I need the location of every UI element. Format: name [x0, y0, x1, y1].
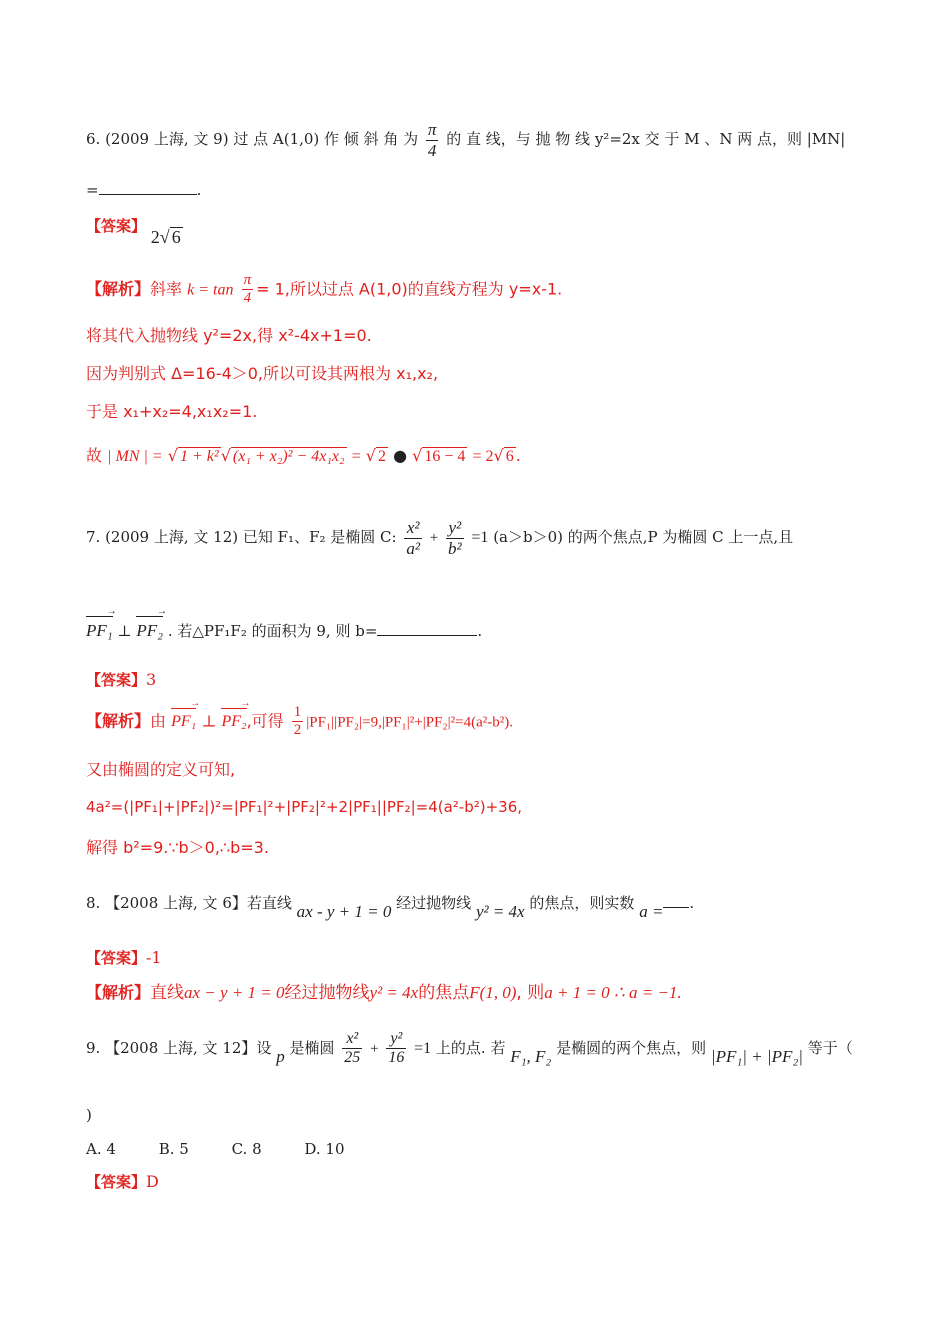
answer-label: 【答案】: [86, 1173, 147, 1191]
q9-options: [86, 1140, 890, 1160]
q6-prefix: 6. (2009 上海, 文 9) 过 点 A(1,0) 作 倾 斜 角 为: [86, 130, 419, 149]
q8-analysis-1: 【解析】直线ax − y + 1 = 0经过抛物线y² = 4x的焦点F(1, 0), 则a + 1 = 0 ∴ a = −1.: [86, 983, 682, 1003]
analysis-label: 【解析】: [86, 983, 151, 1002]
q8-blank: [663, 903, 689, 908]
q6-analysis-3: 因为判别式 Δ=16-4＞0,所以可设其两根为 x₁,x₂,: [86, 364, 439, 383]
option-d: D. 10: [304, 1140, 345, 1158]
q6-answer-value: 2√ 6: [150, 227, 181, 247]
q6-stem: [86, 120, 890, 160]
q7-stem-2: PF₁ → ⊥ PF₂ → . 若△PF₁F₂ 的面积为 9, 则 b= .: [86, 614, 890, 643]
answer-label: 【答案】: [86, 671, 147, 689]
q7-analysis-4: 解得 b²=9.∵b＞0,∴b=3.: [86, 838, 269, 857]
q6-analysis-5: 故 | MN | = √ 1 + k² √ (x₁ + x₂)² − 4x₁x₂ = √ 2 ● √ 16 − 4 = 2√ 6 .: [86, 446, 521, 465]
q8-prefix: 8. 【2008 上海, 文 6】若直线: [86, 894, 292, 912]
q7-blank: [377, 621, 477, 636]
analysis-label: 【解析】: [86, 279, 151, 299]
q9-close-paren: ): [86, 1106, 92, 1124]
q8-answer: [86, 948, 890, 969]
q7-suffix: (a＞b＞0) 的两个焦点,P 为椭圆 C 上一点,且: [493, 528, 794, 547]
option-c: C. 8: [231, 1140, 262, 1158]
q9-answer-value: D: [146, 1172, 159, 1191]
q7-answer-value: 3: [146, 670, 157, 689]
q6-suffix: 的 直 线，与 抛 物 线 y²=2x 交 于 M 、N 两 点，则 |MN|: [446, 130, 846, 149]
q9-answer: [86, 1172, 890, 1193]
q7-prefix: 7. (2009 上海, 文 12) 已知 F₁、F₂ 是椭圆 C:: [86, 528, 397, 547]
q6-answer: [86, 214, 890, 247]
q7-stem: 7. (2009 上海, 文 12) 已知 F₁、F₂ 是椭圆 C: $\frac{\text{x²}}{\text{a²}}$ + $\frac{\text{y²}}{\text{b²}}$ =1 (a＞b＞0) 的两个焦点,P 为椭圆 C 上一点,且: [86, 518, 794, 558]
q7-answer: [86, 670, 890, 691]
answer-label: 【答案】: [86, 949, 147, 967]
q7-analysis-3: 4a²=(|PF₁|+|PF₂|)²=|PF₁|²+|PF₂|²+2|PF₁||PF₂|=4(a²-b²)+36,: [86, 798, 523, 816]
vector-pf1: PF₁ →: [86, 614, 113, 642]
q9-prefix: 9. 【2008 上海, 文 12】设: [86, 1038, 272, 1057]
q8-stem: 8. 【2008 上海, 文 6】若直线 ax - y + 1 = 0 经过抛物线 y² = 4x 的焦点，则实数 a = .: [86, 894, 695, 921]
q6-blank: [99, 180, 197, 195]
analysis-label: 【解析】: [86, 711, 151, 731]
vector-pf2: PF₂ →: [136, 614, 163, 642]
q6-blank-line: = .: [86, 181, 202, 199]
q6-analysis-2: 将其代入抛物线 y²=2x,得 x²-4x+1=0.: [86, 326, 372, 345]
option-a: A. 4: [86, 1140, 116, 1158]
q6-analysis-1: 【解析】斜率 k = tan $\frac{\pi}{4}$ = 1,所以过点 A(1,0)的直线方程为 y=x-1.: [86, 272, 563, 307]
q7-analysis-2: 又由椭圆的定义可知,: [86, 760, 236, 779]
q7-analysis-1: 【解析】由 PF₁ → ⊥ PF₂ →,可得 $\frac{1}{2}$ |PF₁||PF₂|=9,|PF₁|²+|PF₂|²=4(a²-b²).: [86, 704, 890, 740]
q6-angle-fraction: $\frac{\pi}{4}$: [427, 120, 437, 160]
q9-stem: 9. 【2008 上海, 文 12】设 p 是椭圆 $\frac{\text{x²}}{25}$ + $\frac{\text{y²}}{16}$ =1 上的点. 若 F₁, F₂ 是椭圆的两个焦点，则 |PF₁| + |PF₂| 等于（: [86, 1030, 853, 1067]
option-b: B. 5: [158, 1140, 189, 1158]
q8-answer-value: -1: [146, 948, 162, 967]
answer-label: 【答案】: [86, 217, 147, 235]
q6-analysis-4: 于是 x₁+x₂=4,x₁x₂=1.: [86, 402, 258, 421]
